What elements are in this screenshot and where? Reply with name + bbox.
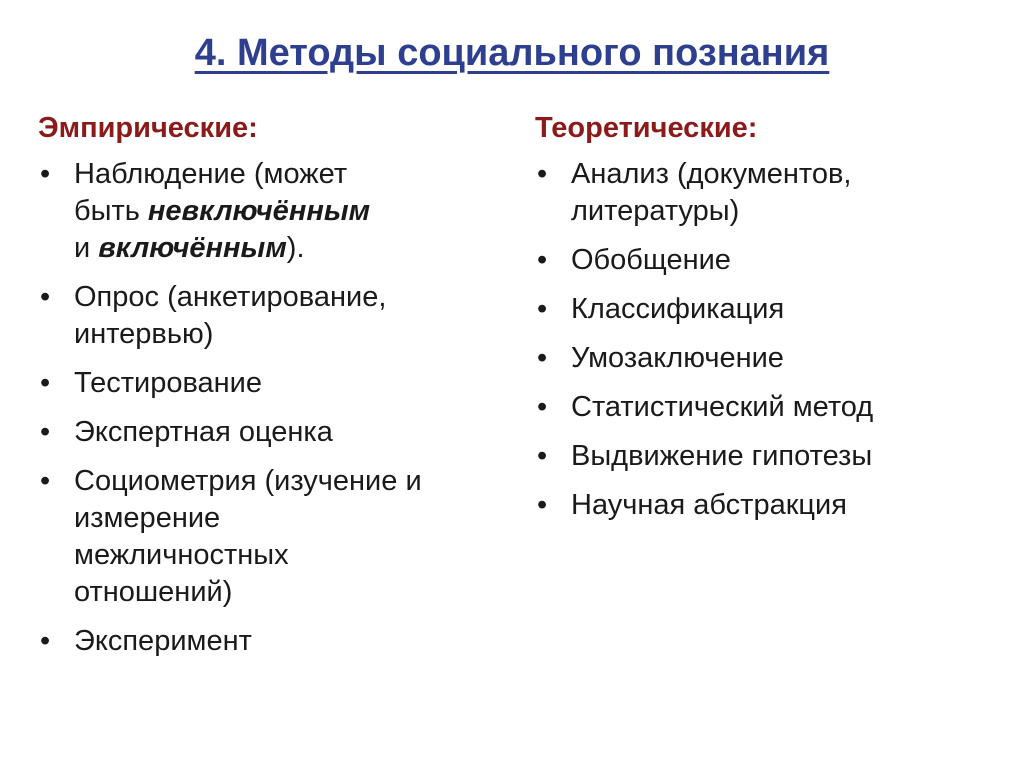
bullet-icon: • — [40, 625, 51, 657]
item-line: Социометрия (изучение и — [74, 465, 422, 497]
item-line: Опрос (анкетирование, — [74, 281, 387, 313]
slide-title — [0, 30, 1024, 76]
bullet-icon: • — [537, 342, 548, 374]
list-item — [535, 242, 1005, 279]
list-item — [535, 156, 1005, 230]
item-emphasis: невключённым — [147, 195, 371, 227]
item-line: Анализ (документов, — [571, 158, 852, 190]
list-item — [535, 438, 1005, 475]
item-line: Выдвижение гипотезы — [571, 440, 873, 472]
item-line: Умозаключение — [571, 342, 784, 374]
list-item — [38, 623, 508, 660]
list-item — [535, 487, 1005, 524]
item-line — [74, 230, 508, 267]
bullet-icon: • — [40, 465, 51, 497]
item-emphasis: включённым — [98, 232, 287, 264]
item-text: ). — [286, 232, 305, 264]
item-line — [74, 193, 508, 230]
item-line: литературы) — [571, 195, 740, 227]
item-line: измерение — [74, 502, 221, 534]
bullet-icon: • — [537, 489, 548, 521]
item-line: Классификация — [571, 293, 785, 325]
item-line: Наблюдение (может — [74, 158, 348, 190]
bullet-icon: • — [537, 293, 548, 325]
item-line: Обобщение — [571, 244, 731, 276]
list-item — [38, 414, 508, 451]
item-line: Тестирование — [74, 367, 263, 399]
list-item — [535, 340, 1005, 377]
slide-title-text: 4. Методы социального познания — [194, 32, 830, 74]
item-line: Экспертная оценка — [74, 416, 333, 448]
item-line: Эксперимент — [74, 625, 252, 657]
bullet-icon: • — [40, 281, 51, 313]
bullet-icon: • — [537, 391, 548, 423]
bullet-icon: • — [40, 367, 51, 399]
list-item — [38, 156, 508, 267]
item-line: Статистический метод — [571, 391, 874, 423]
list-item — [38, 365, 508, 402]
bullet-icon: • — [537, 440, 548, 472]
theoretical-list — [535, 156, 1005, 524]
item-text: быть — [74, 195, 148, 227]
bullet-icon: • — [40, 416, 51, 448]
empirical-list — [38, 156, 508, 660]
item-line: отношений) — [74, 576, 233, 608]
empirical-heading: Эмпирические: — [38, 112, 258, 144]
list-item — [38, 279, 508, 353]
list-item — [535, 291, 1005, 328]
theoretical-column — [535, 110, 1005, 536]
item-line: интервью) — [74, 318, 214, 350]
theoretical-heading: Теоретические: — [535, 112, 758, 144]
item-line: Научная абстракция — [571, 489, 847, 521]
bullet-icon: • — [40, 158, 51, 190]
bullet-icon: • — [537, 244, 548, 276]
bullet-icon: • — [537, 158, 548, 190]
list-item — [38, 463, 508, 611]
list-item — [535, 389, 1005, 426]
item-text: и — [74, 232, 99, 264]
item-line: межличностных — [74, 539, 289, 571]
empirical-column — [38, 110, 508, 672]
